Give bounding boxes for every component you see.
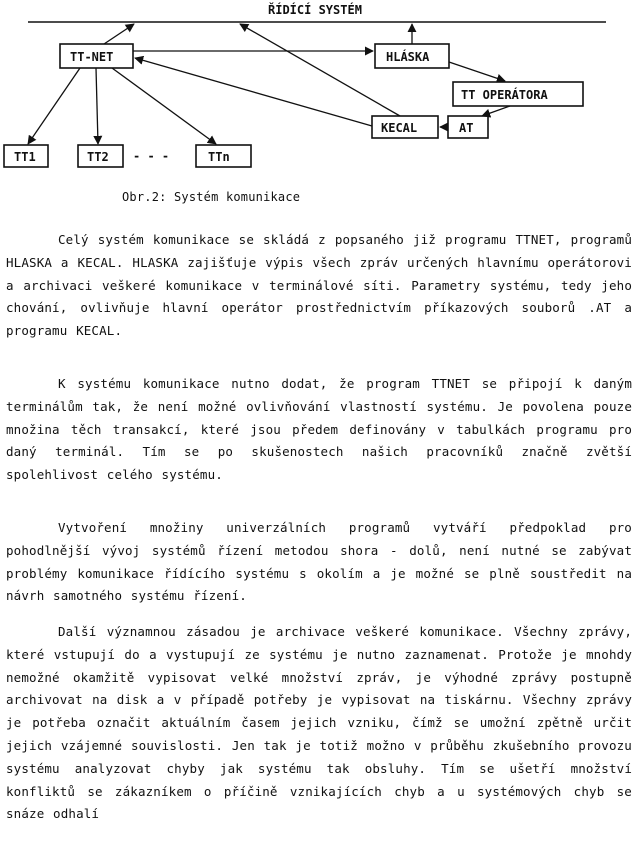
arrow-kecal-to-bus bbox=[240, 24, 400, 116]
paragraph-1: Celý systém komunikace se skládá z popsaného již programu TTNET, programů HLASKA a KECAL. HLASKA zajišťuje výpis všech zpráv určených hlavnímu operátorovi a archivaci veškeré komunikace v terminálové síti. Parametry systému, tedy jeho chování, ovlivňuje hlavní operátor prostřednictvím příkazových souborů .AT a programu KECAL. bbox=[6, 232, 632, 339]
node-ttnet-label: TT-NET bbox=[70, 50, 114, 64]
arrow-ttnet-to-ttn bbox=[112, 68, 216, 144]
paragraph-2: K systému komunikace nutno dodat, že program TTNET se připojí k daným terminálům tak, že není možné ovlivňování vlastností systému. Je povolena pouze množina těch transakcí, které jsou předem definovány v tabulkách programu pro daný terminál. Tím se po skušenostech našich pracovníků značně zvětší spolehlivost celého systému. bbox=[6, 376, 632, 483]
paragraph-4: Další významnou zásadou je archivace veškeré komunikace. Všechny zprávy, které vstupují do a vystupují ze systému je nutno zaznamenat. Protože je mnohdy nemožné okamžitě vypisovat velké množství zpráv, je výhodné zprávy postupně archivovat na disk a v případě potřeby je vypisovat na tiskárnu. Všechny zprávy je potřeba označit aktuálním časem jejich vzniku, čímž se umožní zpětně určit jejich vzájemné souvislosti. Jen tak je totiž možno v průběhu zkušebního provozu systému analyzovat chyby jak systému tak obsluhy. Tím se ušetří množství konfliktů se zákazníkem o příčině vznikajících chyb a u systémových chyb se snáze odhalí bbox=[6, 624, 632, 822]
arrow-ttnet-to-tt1 bbox=[28, 68, 80, 144]
node-ellipsis: - - - bbox=[133, 149, 170, 163]
arrow-ttnet-to-tt2 bbox=[96, 68, 98, 144]
node-tt2-label: TT2 bbox=[87, 150, 109, 164]
arrow-kecal-to-ttnet bbox=[135, 58, 372, 126]
figure-caption: Obr.2: Systém komunikace bbox=[122, 190, 301, 204]
node-ttn-label: TTn bbox=[208, 150, 230, 164]
diagram-title: ŘÍDÍCÍ SYSTÉM bbox=[268, 3, 362, 17]
node-tt-operatora-label: TT OPERÁTORA bbox=[461, 88, 548, 102]
node-at-label: AT bbox=[459, 121, 474, 135]
node-tt1-label: TT1 bbox=[14, 150, 36, 164]
node-hlaska-label: HLÁSKA bbox=[386, 50, 430, 64]
arrow-ttnet-to-bus bbox=[104, 24, 134, 44]
arrow-hlaska-to-tt-operatora bbox=[449, 62, 505, 81]
paragraph-3: Vytvoření množiny univerzálních programů vytváří předpoklad pro pohodlnější vývoj systémů řízení metodou shora - dolů, není nutné se zabývat problémy komunikace řídícího systému s okolím a je možné se plně soustředit na návrh samotného systému řízení. bbox=[6, 520, 632, 604]
arrow-tt-operatora-to-at bbox=[482, 106, 510, 116]
node-kecal-label: KECAL bbox=[381, 121, 418, 135]
communication-diagram bbox=[0, 0, 638, 180]
